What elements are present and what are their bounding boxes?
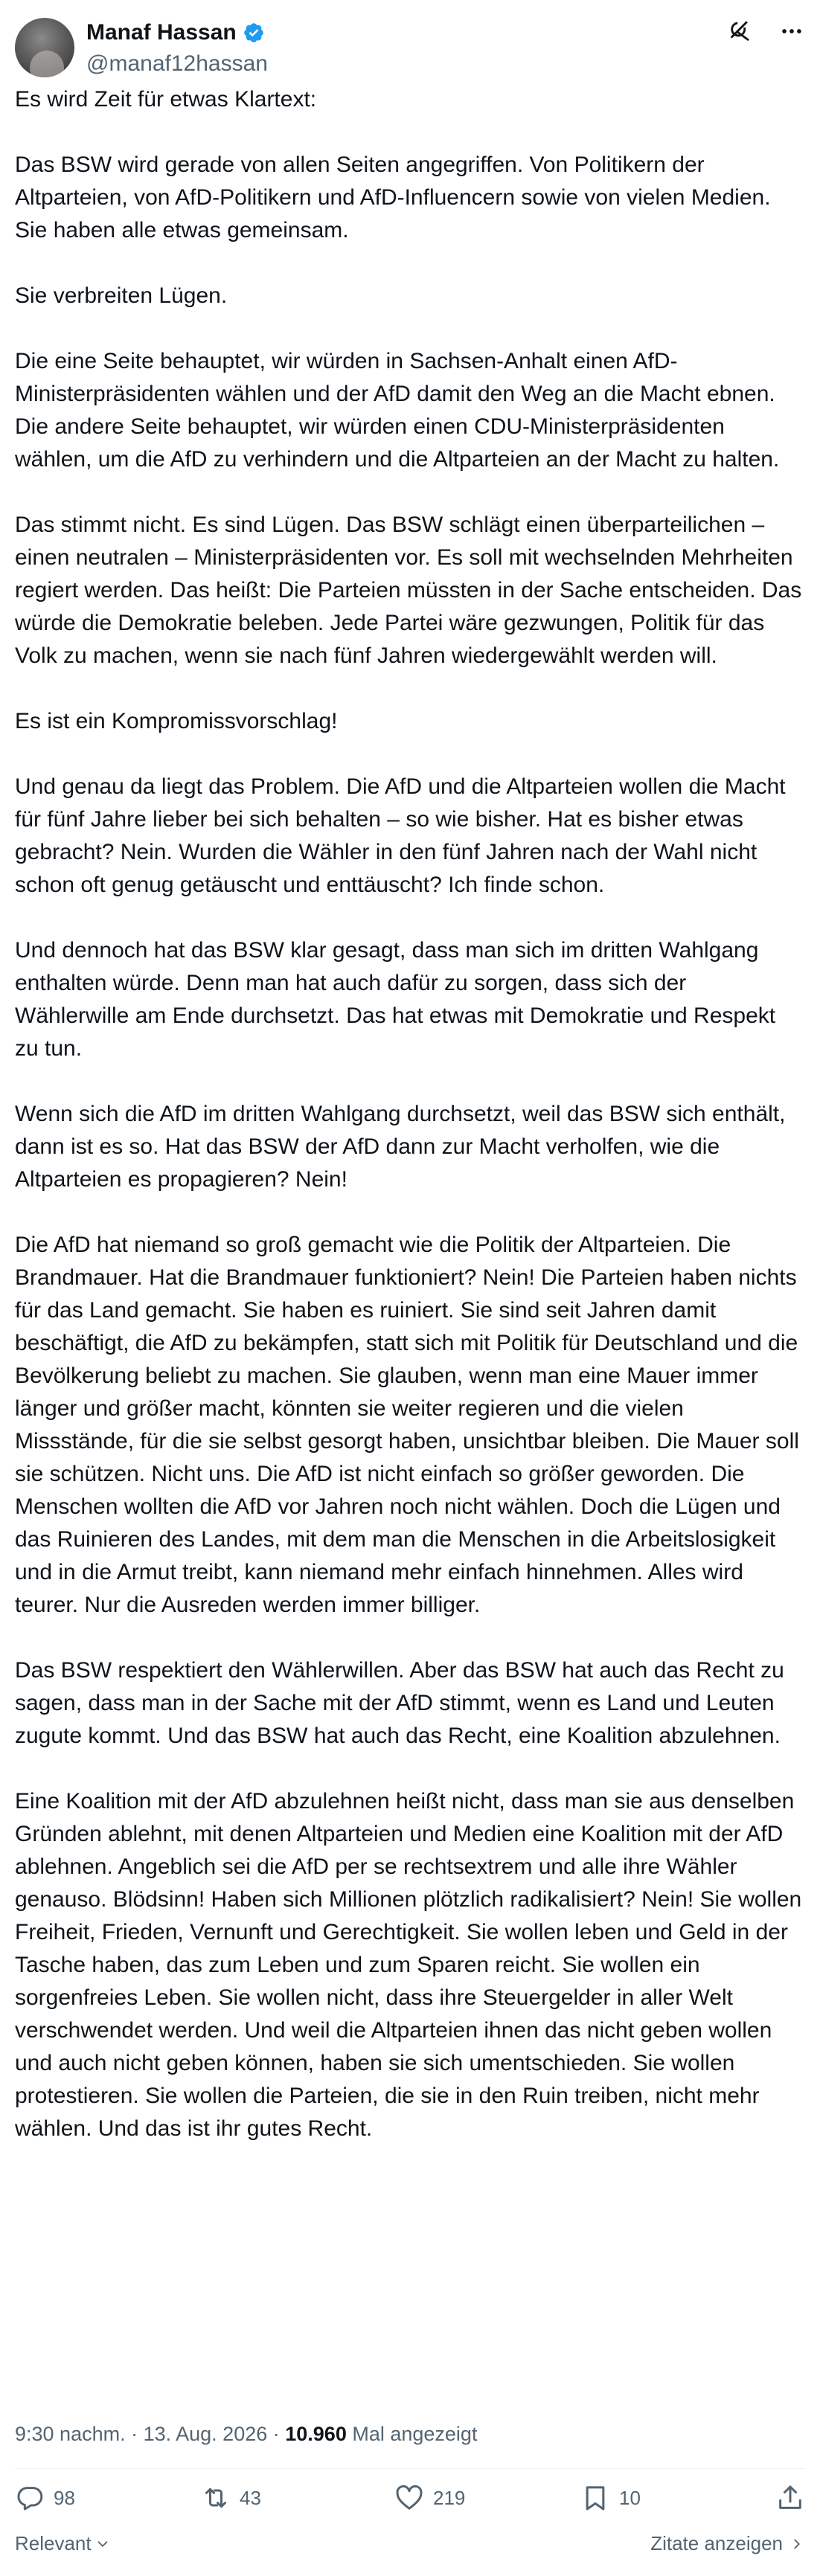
view-quotes-label: Zitate anzeigen [650,2532,783,2554]
verified-badge-icon [243,22,265,44]
tweet-paragraph: Die AfD hat niemand so groß gemacht wie die Politik der Altparteien. Die Brandmauer. Hat die Brandmauer funktioniert? Nein! Die Parteien haben nichts für das Land gemacht. Sie haben es ruiniert. Sie sind seit Jahren damit beschäftigt, die AfD zu bekämpfen, statt sich mit Politik für Deutschland und die Bevölkerung beliebt zu machen. Sie glauben, wenn man eine Mauer immer länger und größer macht, könnten sie weiter regieren und die vielen Missstände, für die sie selbst gesorgt haben, unsichtbar bleiben. Die Mauer soll sie schützen. Nicht uns. Die AfD ist nicht einfach so größer geworden. Die Menschen wollten die AfD vor Jahren noch nicht wählen. Doch die Lügen und das Ruinieren des Landes, mit dem man die Menschen in die Arbeitslosigkeit und in die Armut treibt, kann niemand mehr einfach hinnehmen. Alles wird teurer. Nur die Ausreden werden immer billiger. [15,1233,799,1617]
tweet-paragraph: Sie verbreiten Lügen. [15,283,228,308]
heart-icon [394,2483,424,2513]
tweet-paragraph: Wenn sich die AfD im dritten Wahlgang durchsetzt, weil das BSW sich enthält, dann ist es so. Hat das BSW der AfD dann zur Macht verholfen, wie die Altparteien es propagieren? Nein! [15,1102,786,1192]
reply-icon [15,2483,45,2513]
repost-button[interactable] [201,2483,261,2513]
views-label: Mal angezeigt [346,2423,478,2445]
tweet-meta [15,2419,477,2449]
like-button[interactable] [394,2483,465,2513]
share-icon [775,2483,805,2513]
chevron-down-icon [95,2536,111,2552]
tweet-paragraph: Es ist ein Kompromissvorschlag! [15,709,338,733]
avatar[interactable] [15,18,74,77]
tweet-paragraph: Und genau da liegt das Problem. Die AfD und die Altparteien wollen die Macht für fünf Jahre lieber bei sich behalten – so wie bisher. Hat es bisher etwas gebracht? Nein. Wurden die Wähler in den fünf Jahren nach der Wahl nicht schon oft genug getäuscht und enttäuscht? Ich finde schon. [15,774,786,897]
tweet-date[interactable]: 13. Aug. 2026 [143,2423,268,2445]
bookmark-count: 10 [619,2487,641,2509]
bookmark-button[interactable] [580,2483,641,2513]
share-button[interactable] [775,2483,805,2513]
like-count: 219 [433,2487,466,2509]
repost-count: 43 [240,2487,261,2509]
grok-icon[interactable] [726,18,753,45]
views-count: 10.960 [285,2423,347,2445]
reply-footer [15,2529,805,2563]
tweet-paragraph: Das BSW respektiert den Wählerwillen. Aber das BSW hat auch das Recht zu sagen, dass man in der Sache mit der AfD stimmt, wenn es Land und Leuten zugute kommt. Und das BSW hat auch das Recht, eine Koalition abzulehnen. [15,1658,784,1748]
reply-button[interactable] [15,2483,75,2513]
sort-label: Relevant [15,2532,92,2554]
tweet-header [15,13,805,76]
repost-icon [201,2483,231,2513]
more-options-icon[interactable] [778,18,805,45]
tweet-paragraph: Es wird Zeit für etwas Klartext: [15,87,317,112]
tweet-text [15,83,804,2145]
tweet-paragraph: Eine Koalition mit der AfD abzulehnen heißt nicht, dass man sie aus denselben Gründen ablehnt, mit denen Altparteien und Medien eine Koalition mit der AfD ablehnen. Angeblich sei die AfD per se rechtsextrem und alle ihre Wähler genauso. Blödsinn! Haben sich Millionen plötzlich radikalisiert? Nein! Sie wollen Freiheit, Frieden, Vernunft und Gerechtigkeit. Sie wollen leben und Geld in der Tasche haben, das zum Leben und zum Sparen reicht. Sie wollen ein sorgenfreies Leben. Sie wollen nicht, dass ihre Steuergelder in aller Welt verschwendet werden. Und weil die Altparteien ihnen das nicht geben wollen und auch nicht geben können, haben sie sich umentschieden. Sie wollen protestieren. Sie wollen die Parteien, die sie in den Ruin treiben, nicht mehr wählen. Und das ist ihr gutes Recht. [15,1789,802,2141]
tweet-paragraph: Das stimmt nicht. Es sind Lügen. Das BSW schlägt einen überparteilichen – einen neutralen – Ministerpräsidenten vor. Es soll mit wechselnden Mehrheiten regiert werden. Das heißt: Die Parteien müssten in der Sache entscheiden. Das würde die Demokratie beleben. Jede Partei wäre gezwungen, Politik für das Volk zu machen, wenn sie nach fünf Jahren wiedergewählt werden will. [15,513,802,668]
divider [15,2468,805,2469]
meta-separator: · [125,2423,144,2445]
author-handle[interactable]: @manaf12hassan [86,51,268,76]
tweet-paragraph: Und dennoch hat das BSW klar gesagt, dass man sich im dritten Wahlgang enthalten würde. Denn man hat auch dafür zu sorgen, dass sich der Wählerwille am Ende durchsetzt. Das hat etwas mit Demokratie und Respekt zu tun. [15,938,776,1061]
author-block [86,18,268,79]
view-quotes-link[interactable] [650,2532,805,2555]
action-bar [15,2483,805,2520]
bookmark-icon [580,2483,610,2513]
tweet-paragraph: Das BSW wird gerade von allen Seiten angegriffen. Von Politikern der Altparteien, von AfD-Politikern und AfD-Influencern sowie von vielen Medien. Sie haben alle etwas gemeinsam. [15,152,771,242]
chevron-right-icon [789,2536,805,2552]
sort-replies-dropdown[interactable] [15,2532,111,2555]
name-row [86,18,268,48]
reply-count: 98 [54,2487,75,2509]
author-display-name[interactable]: Manaf Hassan [86,20,237,45]
tweet-time[interactable]: 9:30 nachm. [15,2423,126,2445]
tweet-paragraph: Die eine Seite behauptet, wir würden in Sachsen-Anhalt einen AfD-Ministerpräsidenten wählen und der AfD damit den Weg an die Macht ebnen. Die andere Seite behauptet, wir würden einen CDU-Ministerpräsidenten wählen, um die AfD zu verhindern und die Altparteien an der Macht zu halten. [15,349,780,472]
meta-separator: · [267,2423,286,2445]
header-icons [726,18,805,45]
